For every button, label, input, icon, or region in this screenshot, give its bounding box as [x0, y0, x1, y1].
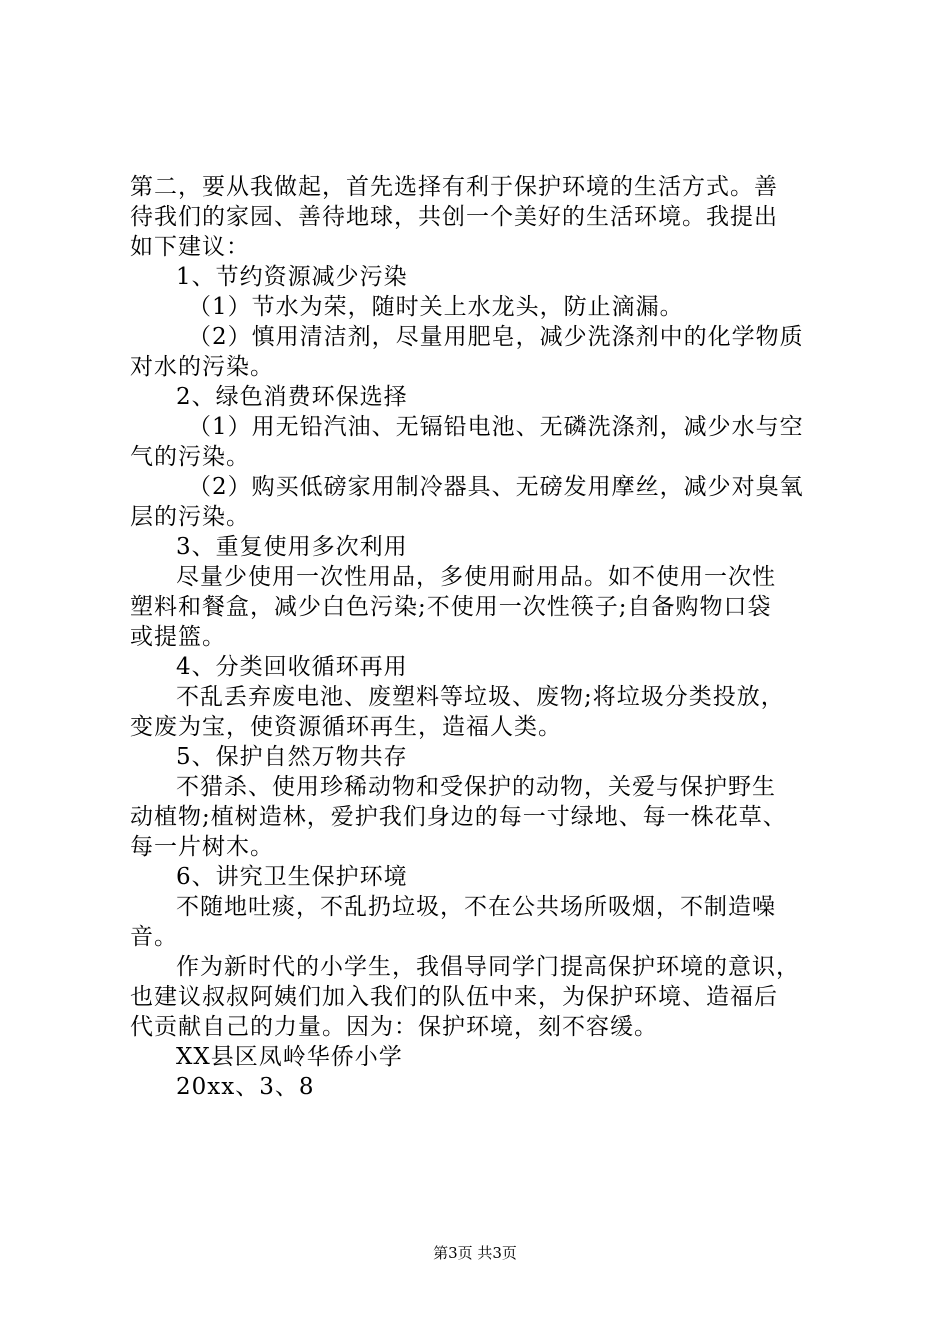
- list-item: （2）慎用清洁剂，尽量用肥皂，减少洗涤剂中的化学物质: [188, 324, 804, 350]
- list-item: （2）购买低磅家用制冷器具、无磅发用摩丝，减少对臭氧: [188, 474, 804, 500]
- section-heading: 6、讲究卫生保护环境: [176, 864, 408, 890]
- section-heading: 5、保护自然万物共存: [176, 744, 408, 770]
- paragraph-line: 不猎杀、使用珍稀动物和受保护的动物，关爱与保护野生: [176, 774, 776, 800]
- paragraph-line: 代贡献自己的力量。因为：保护环境，刻不容缓。: [130, 1014, 658, 1040]
- paragraph-line: 塑料和餐盒，减少白色污染;不使用一次性筷子;自备购物口袋: [130, 594, 772, 620]
- paragraph-line: 音。: [130, 924, 178, 950]
- paragraph-line: 不随地吐痰，不乱扔垃圾，不在公共场所吸烟，不制造噪: [176, 894, 776, 920]
- list-item: （1）节水为荣，随时关上水龙头，防止滴漏。: [188, 294, 684, 320]
- signature-date: 20xx、3、8: [176, 1074, 315, 1100]
- document-body: [130, 172, 830, 1102]
- paragraph-line: 尽量少使用一次性用品，多使用耐用品。如不使用一次性: [176, 564, 776, 590]
- paragraph-line: 如下建议：: [130, 234, 250, 260]
- paragraph-line: 动植物;植树造林，爱护我们身边的每一寸绿地、每一株花草、: [130, 804, 787, 830]
- list-item: （1）用无铅汽油、无镉铅电池、无磷洗涤剂，减少水与空: [188, 414, 804, 440]
- paragraph-line: 层的污染。: [130, 504, 250, 530]
- signature-school: XX县区凤岭华侨小学: [176, 1044, 403, 1070]
- paragraph-line: 气的污染。: [130, 444, 250, 470]
- paragraph-line: 第二，要从我做起，首先选择有利于保护环境的生活方式。善: [130, 174, 778, 200]
- section-heading: 1、节约资源减少污染: [176, 264, 408, 290]
- paragraph-line: 不乱丢弃废电池、废塑料等垃圾、废物;将垃圾分类投放，: [176, 684, 785, 710]
- section-heading: 4、分类回收循环再用: [176, 654, 408, 680]
- paragraph-line: 也建议叔叔阿姨们加入我们的队伍中来，为保护环境、造福后: [130, 984, 778, 1010]
- paragraph-line: 变废为宝，使资源循环再生，造福人类。: [130, 714, 562, 740]
- page-number-footer: 第3页 共3页: [433, 1244, 517, 1262]
- paragraph-line: 对水的污染。: [130, 354, 274, 380]
- paragraph-line: 或提篮。: [130, 624, 226, 650]
- paragraph-line: 待我们的家园、善待地球，共创一个美好的生活环境。我提出: [130, 204, 778, 230]
- section-heading: 2、绿色消费环保选择: [176, 384, 408, 410]
- paragraph-line: 作为新时代的小学生，我倡导同学门提高保护环境的意识，: [176, 954, 800, 980]
- section-heading: 3、重复使用多次利用: [176, 534, 408, 560]
- paragraph-line: 每一片树木。: [130, 834, 274, 860]
